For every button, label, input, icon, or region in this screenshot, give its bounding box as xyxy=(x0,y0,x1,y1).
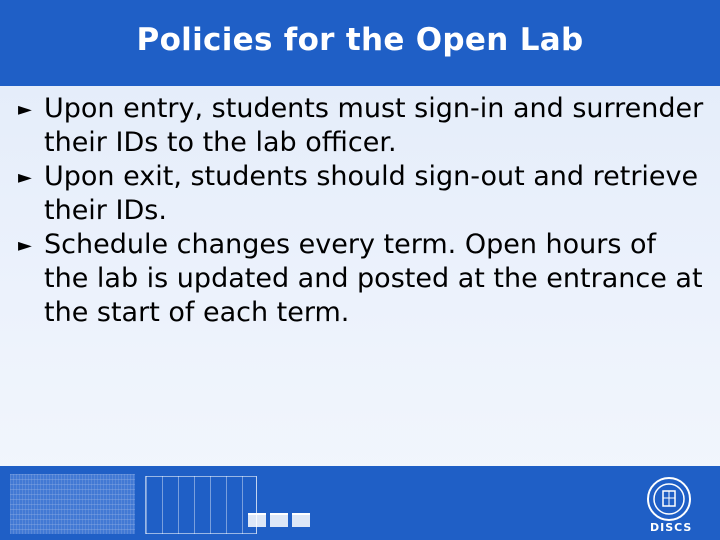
slide-title: Policies for the Open Lab xyxy=(136,22,584,58)
bullet-text: Schedule changes every term. Open hours of the lab is updated and posted at the entrance at the start of each term. xyxy=(44,229,703,328)
footer-banner xyxy=(0,466,720,540)
bullet-item xyxy=(16,160,706,228)
bullet-text: Upon exit, students should sign-out and retrieve their IDs. xyxy=(44,161,699,226)
binary-pattern-decoration xyxy=(10,474,135,534)
bullet-arrow-icon: ► xyxy=(18,99,32,120)
bullet-arrow-icon: ► xyxy=(18,167,32,188)
bullet-arrow-icon: ► xyxy=(18,235,32,256)
bullet-list xyxy=(16,92,706,330)
title-bar xyxy=(0,0,720,86)
bullet-item xyxy=(16,228,706,330)
block-shape xyxy=(292,513,310,527)
logo-wordmark: DISCS xyxy=(650,521,693,534)
bullet-text: Upon entry, students must sign-in and surrender their IDs to the lab officer. xyxy=(44,93,704,158)
grid-decoration xyxy=(145,476,257,534)
bullet-item xyxy=(16,92,706,160)
seal-logo-icon xyxy=(646,476,692,522)
block-decoration xyxy=(248,513,310,527)
block-shape xyxy=(270,513,288,527)
block-shape xyxy=(248,513,266,527)
